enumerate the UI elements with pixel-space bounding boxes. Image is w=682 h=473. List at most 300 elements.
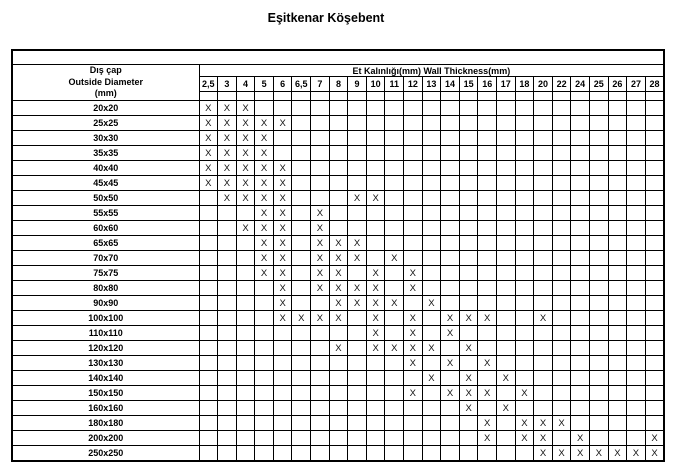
header-spacer-cell <box>459 91 478 100</box>
grid-cell <box>459 296 478 311</box>
grid-cell <box>311 326 330 341</box>
grid-cell <box>571 146 590 161</box>
grid-cell <box>218 296 237 311</box>
grid-cell <box>534 116 553 131</box>
availability-mark-cell: X <box>199 116 218 131</box>
grid-cell <box>571 281 590 296</box>
grid-cell <box>645 326 664 341</box>
grid-cell <box>441 161 460 176</box>
grid-cell <box>459 131 478 146</box>
grid-cell <box>571 266 590 281</box>
grid-cell <box>534 206 553 221</box>
availability-mark-cell: X <box>348 236 367 251</box>
grid-cell <box>385 416 404 431</box>
grid-cell <box>366 236 385 251</box>
grid-cell <box>273 446 292 462</box>
grid-cell <box>385 386 404 401</box>
grid-cell <box>608 221 627 236</box>
availability-mark-cell: X <box>534 446 553 462</box>
grid-cell <box>292 371 311 386</box>
size-row-label: 30x30 <box>12 131 199 146</box>
grid-cell <box>497 131 516 146</box>
grid-cell <box>608 326 627 341</box>
table-row <box>12 326 664 341</box>
grid-cell <box>534 296 553 311</box>
grid-cell <box>404 446 423 462</box>
header-spacer-cell <box>627 91 646 100</box>
availability-mark-cell: X <box>236 221 255 236</box>
grid-cell <box>348 416 367 431</box>
grid-cell <box>199 341 218 356</box>
grid-cell <box>311 131 330 146</box>
grid-cell <box>218 266 237 281</box>
grid-cell <box>273 401 292 416</box>
col-group-header: Et Kalınlığı(mm) Wall Thickness(mm) <box>199 65 664 77</box>
availability-mark-cell: X <box>366 311 385 326</box>
grid-cell <box>348 131 367 146</box>
grid-cell <box>273 416 292 431</box>
grid-cell <box>608 371 627 386</box>
availability-mark-cell: X <box>329 251 348 266</box>
grid-cell <box>478 446 497 462</box>
availability-mark-cell: X <box>571 431 590 446</box>
grid-cell <box>552 386 571 401</box>
row-header-line3: (mm) <box>94 88 117 99</box>
grid-cell <box>311 386 330 401</box>
grid-cell <box>404 146 423 161</box>
grid-cell <box>255 101 274 116</box>
size-row-label: 25x25 <box>12 116 199 131</box>
grid-cell <box>459 101 478 116</box>
grid-cell <box>552 371 571 386</box>
grid-cell <box>236 206 255 221</box>
grid-cell <box>552 431 571 446</box>
grid-cell <box>385 281 404 296</box>
availability-mark-cell: X <box>218 191 237 206</box>
grid-cell <box>497 356 516 371</box>
grid-cell <box>218 401 237 416</box>
grid-cell <box>608 116 627 131</box>
grid-cell <box>645 356 664 371</box>
grid-cell <box>255 431 274 446</box>
grid-cell <box>571 401 590 416</box>
grid-cell <box>478 281 497 296</box>
grid-cell <box>236 251 255 266</box>
grid-cell <box>292 341 311 356</box>
availability-mark-cell: X <box>273 176 292 191</box>
thickness-col-header: 20 <box>534 77 553 91</box>
grid-cell <box>441 266 460 281</box>
grid-cell <box>627 371 646 386</box>
table-row <box>12 386 664 401</box>
grid-cell <box>329 176 348 191</box>
grid-cell <box>366 416 385 431</box>
grid-cell <box>552 146 571 161</box>
grid-cell <box>329 416 348 431</box>
grid-cell <box>589 341 608 356</box>
grid-cell <box>459 116 478 131</box>
table-blank-row <box>12 50 664 65</box>
grid-cell <box>236 446 255 462</box>
header-spacer-cell <box>534 91 553 100</box>
grid-cell <box>608 311 627 326</box>
grid-cell <box>497 161 516 176</box>
size-row-label: 40x40 <box>12 161 199 176</box>
availability-mark-cell: X <box>348 191 367 206</box>
size-row-label: 150x150 <box>12 386 199 401</box>
thickness-col-header: 22 <box>552 77 571 91</box>
availability-mark-cell: X <box>329 311 348 326</box>
grid-cell <box>311 341 330 356</box>
grid-cell <box>589 416 608 431</box>
grid-cell <box>348 386 367 401</box>
availability-mark-cell: X <box>478 356 497 371</box>
grid-cell <box>366 446 385 462</box>
grid-cell <box>552 266 571 281</box>
grid-cell <box>366 356 385 371</box>
grid-cell <box>571 191 590 206</box>
grid-cell <box>218 206 237 221</box>
grid-cell <box>218 236 237 251</box>
grid-cell <box>422 281 441 296</box>
availability-mark-cell: X <box>199 101 218 116</box>
grid-cell <box>292 431 311 446</box>
availability-mark-cell: X <box>366 281 385 296</box>
availability-mark-cell: X <box>385 341 404 356</box>
grid-cell <box>608 236 627 251</box>
availability-mark-cell: X <box>273 266 292 281</box>
grid-cell <box>199 296 218 311</box>
grid-cell <box>478 146 497 161</box>
table-row <box>12 401 664 416</box>
grid-cell <box>292 281 311 296</box>
grid-cell <box>385 311 404 326</box>
grid-cell <box>236 401 255 416</box>
grid-cell <box>329 206 348 221</box>
availability-mark-cell: X <box>273 221 292 236</box>
availability-mark-cell: X <box>311 236 330 251</box>
header-spacer-cell <box>422 91 441 100</box>
grid-cell <box>422 116 441 131</box>
availability-mark-cell: X <box>459 311 478 326</box>
grid-cell <box>385 101 404 116</box>
table-row <box>12 206 664 221</box>
grid-cell <box>404 416 423 431</box>
availability-mark-cell: X <box>218 176 237 191</box>
grid-cell <box>534 101 553 116</box>
grid-cell <box>441 101 460 116</box>
grid-cell <box>552 161 571 176</box>
grid-cell <box>404 251 423 266</box>
availability-mark-cell: X <box>311 206 330 221</box>
grid-cell <box>366 401 385 416</box>
grid-cell <box>497 296 516 311</box>
grid-cell <box>571 296 590 311</box>
header-spacer-cell <box>292 91 311 100</box>
grid-cell <box>589 221 608 236</box>
grid-cell <box>497 206 516 221</box>
grid-cell <box>515 101 534 116</box>
grid-cell <box>292 176 311 191</box>
grid-cell <box>627 266 646 281</box>
grid-cell <box>645 116 664 131</box>
size-row-label: 90x90 <box>12 296 199 311</box>
grid-cell <box>218 446 237 462</box>
grid-cell <box>236 371 255 386</box>
thickness-col-header: 6 <box>273 77 292 91</box>
availability-mark-cell: X <box>478 311 497 326</box>
grid-cell <box>441 176 460 191</box>
grid-cell <box>422 446 441 462</box>
header-spacer-cell <box>645 91 664 100</box>
thickness-col-header: 10 <box>366 77 385 91</box>
grid-cell <box>515 341 534 356</box>
grid-cell <box>497 311 516 326</box>
grid-cell <box>627 221 646 236</box>
grid-cell <box>552 401 571 416</box>
size-row-label: 75x75 <box>12 266 199 281</box>
grid-cell <box>199 191 218 206</box>
grid-cell <box>645 341 664 356</box>
grid-cell <box>497 416 516 431</box>
table-row <box>12 431 664 446</box>
grid-cell <box>627 191 646 206</box>
table-row <box>12 341 664 356</box>
availability-mark-cell: X <box>459 341 478 356</box>
size-row-label: 55x55 <box>12 206 199 221</box>
grid-cell <box>497 341 516 356</box>
grid-cell <box>441 206 460 221</box>
grid-cell <box>552 176 571 191</box>
grid-cell <box>292 296 311 311</box>
grid-cell <box>589 236 608 251</box>
availability-mark-cell: X <box>348 281 367 296</box>
grid-cell <box>589 296 608 311</box>
grid-cell <box>329 116 348 131</box>
grid-cell <box>645 266 664 281</box>
grid-cell <box>571 161 590 176</box>
availability-mark-cell: X <box>218 116 237 131</box>
grid-cell <box>645 176 664 191</box>
grid-cell <box>255 401 274 416</box>
grid-cell <box>552 221 571 236</box>
grid-cell <box>422 131 441 146</box>
grid-cell <box>478 176 497 191</box>
grid-cell <box>645 311 664 326</box>
grid-cell <box>515 221 534 236</box>
grid-cell <box>478 326 497 341</box>
grid-cell <box>571 326 590 341</box>
grid-cell <box>497 446 516 462</box>
availability-mark-cell: X <box>273 116 292 131</box>
grid-cell <box>385 266 404 281</box>
grid-cell <box>311 176 330 191</box>
availability-mark-cell: X <box>255 146 274 161</box>
header-spacer-cell <box>329 91 348 100</box>
grid-cell <box>366 386 385 401</box>
grid-cell <box>366 176 385 191</box>
availability-mark-cell: X <box>329 266 348 281</box>
grid-cell <box>515 146 534 161</box>
grid-cell <box>199 356 218 371</box>
grid-cell <box>441 371 460 386</box>
size-row-label: 110x110 <box>12 326 199 341</box>
grid-cell <box>478 236 497 251</box>
grid-cell <box>404 101 423 116</box>
grid-cell <box>478 221 497 236</box>
size-row-label: 140x140 <box>12 371 199 386</box>
grid-cell <box>236 431 255 446</box>
grid-cell <box>608 356 627 371</box>
grid-cell <box>292 356 311 371</box>
grid-cell <box>255 281 274 296</box>
grid-cell <box>645 131 664 146</box>
thickness-col-header: 17 <box>497 77 516 91</box>
grid-cell <box>497 146 516 161</box>
grid-cell <box>422 146 441 161</box>
grid-cell <box>199 281 218 296</box>
grid-cell <box>441 131 460 146</box>
grid-cell <box>348 371 367 386</box>
availability-mark-cell: X <box>218 146 237 161</box>
grid-cell <box>441 416 460 431</box>
availability-mark-cell: X <box>366 266 385 281</box>
grid-cell <box>441 281 460 296</box>
grid-cell <box>385 446 404 462</box>
thickness-col-header: 12 <box>404 77 423 91</box>
table-row <box>12 221 664 236</box>
grid-cell <box>348 116 367 131</box>
grid-cell <box>385 356 404 371</box>
grid-cell <box>311 101 330 116</box>
grid-cell <box>515 296 534 311</box>
grid-cell <box>645 101 664 116</box>
grid-cell <box>478 116 497 131</box>
grid-cell <box>404 236 423 251</box>
availability-mark-cell: X <box>385 251 404 266</box>
grid-cell <box>404 371 423 386</box>
grid-cell <box>218 311 237 326</box>
grid-cell <box>645 251 664 266</box>
size-row-label: 160x160 <box>12 401 199 416</box>
header-spacer-cell <box>218 91 237 100</box>
grid-cell <box>627 341 646 356</box>
grid-cell <box>366 371 385 386</box>
grid-cell <box>534 386 553 401</box>
grid-cell <box>218 386 237 401</box>
grid-cell <box>311 371 330 386</box>
grid-cell <box>348 446 367 462</box>
availability-mark-cell: X <box>404 311 423 326</box>
grid-cell <box>404 296 423 311</box>
availability-mark-cell: X <box>497 371 516 386</box>
availability-mark-cell: X <box>441 386 460 401</box>
availability-mark-cell: X <box>534 416 553 431</box>
grid-cell <box>348 341 367 356</box>
grid-cell <box>385 131 404 146</box>
grid-cell <box>292 386 311 401</box>
size-row-label: 250x250 <box>12 446 199 462</box>
grid-cell <box>627 416 646 431</box>
grid-cell <box>459 416 478 431</box>
grid-cell <box>645 161 664 176</box>
grid-cell <box>199 221 218 236</box>
grid-cell <box>627 176 646 191</box>
grid-cell <box>255 296 274 311</box>
availability-mark-cell: X <box>645 431 664 446</box>
grid-cell <box>534 281 553 296</box>
thickness-col-header: 15 <box>459 77 478 91</box>
grid-cell <box>422 326 441 341</box>
grid-cell <box>292 206 311 221</box>
availability-mark-cell: X <box>255 131 274 146</box>
grid-cell <box>329 326 348 341</box>
grid-cell <box>645 371 664 386</box>
grid-cell <box>459 251 478 266</box>
header-spacer-cell <box>255 91 274 100</box>
grid-cell <box>255 341 274 356</box>
grid-cell <box>627 236 646 251</box>
availability-mark-cell: X <box>404 356 423 371</box>
grid-cell <box>645 386 664 401</box>
grid-cell <box>589 131 608 146</box>
header-spacer-cell <box>478 91 497 100</box>
size-row-label: 45x45 <box>12 176 199 191</box>
grid-cell <box>608 176 627 191</box>
grid-cell <box>404 401 423 416</box>
grid-cell <box>534 131 553 146</box>
grid-cell <box>515 401 534 416</box>
grid-cell <box>515 266 534 281</box>
availability-mark-cell: X <box>366 326 385 341</box>
grid-cell <box>627 146 646 161</box>
grid-cell <box>292 101 311 116</box>
grid-cell <box>459 176 478 191</box>
grid-cell <box>273 146 292 161</box>
grid-cell <box>608 296 627 311</box>
thickness-col-header: 5 <box>255 77 274 91</box>
availability-mark-cell: X <box>199 176 218 191</box>
grid-cell <box>478 266 497 281</box>
grid-cell <box>608 281 627 296</box>
grid-cell <box>292 326 311 341</box>
availability-mark-cell: X <box>255 236 274 251</box>
grid-cell <box>199 431 218 446</box>
grid-cell <box>589 281 608 296</box>
grid-cell <box>478 251 497 266</box>
grid-cell <box>199 386 218 401</box>
grid-cell <box>385 326 404 341</box>
grid-cell <box>515 311 534 326</box>
availability-mark-cell: X <box>366 296 385 311</box>
table-row <box>12 146 664 161</box>
grid-cell <box>589 191 608 206</box>
availability-mark-cell: X <box>515 386 534 401</box>
availability-mark-cell: X <box>608 446 627 462</box>
grid-cell <box>441 146 460 161</box>
grid-cell <box>589 116 608 131</box>
thickness-col-header: 18 <box>515 77 534 91</box>
grid-cell <box>645 401 664 416</box>
grid-cell <box>329 161 348 176</box>
availability-mark-cell: X <box>236 161 255 176</box>
grid-cell <box>534 371 553 386</box>
grid-cell <box>422 236 441 251</box>
grid-cell <box>459 281 478 296</box>
grid-cell <box>273 341 292 356</box>
grid-cell <box>292 236 311 251</box>
grid-cell <box>552 101 571 116</box>
